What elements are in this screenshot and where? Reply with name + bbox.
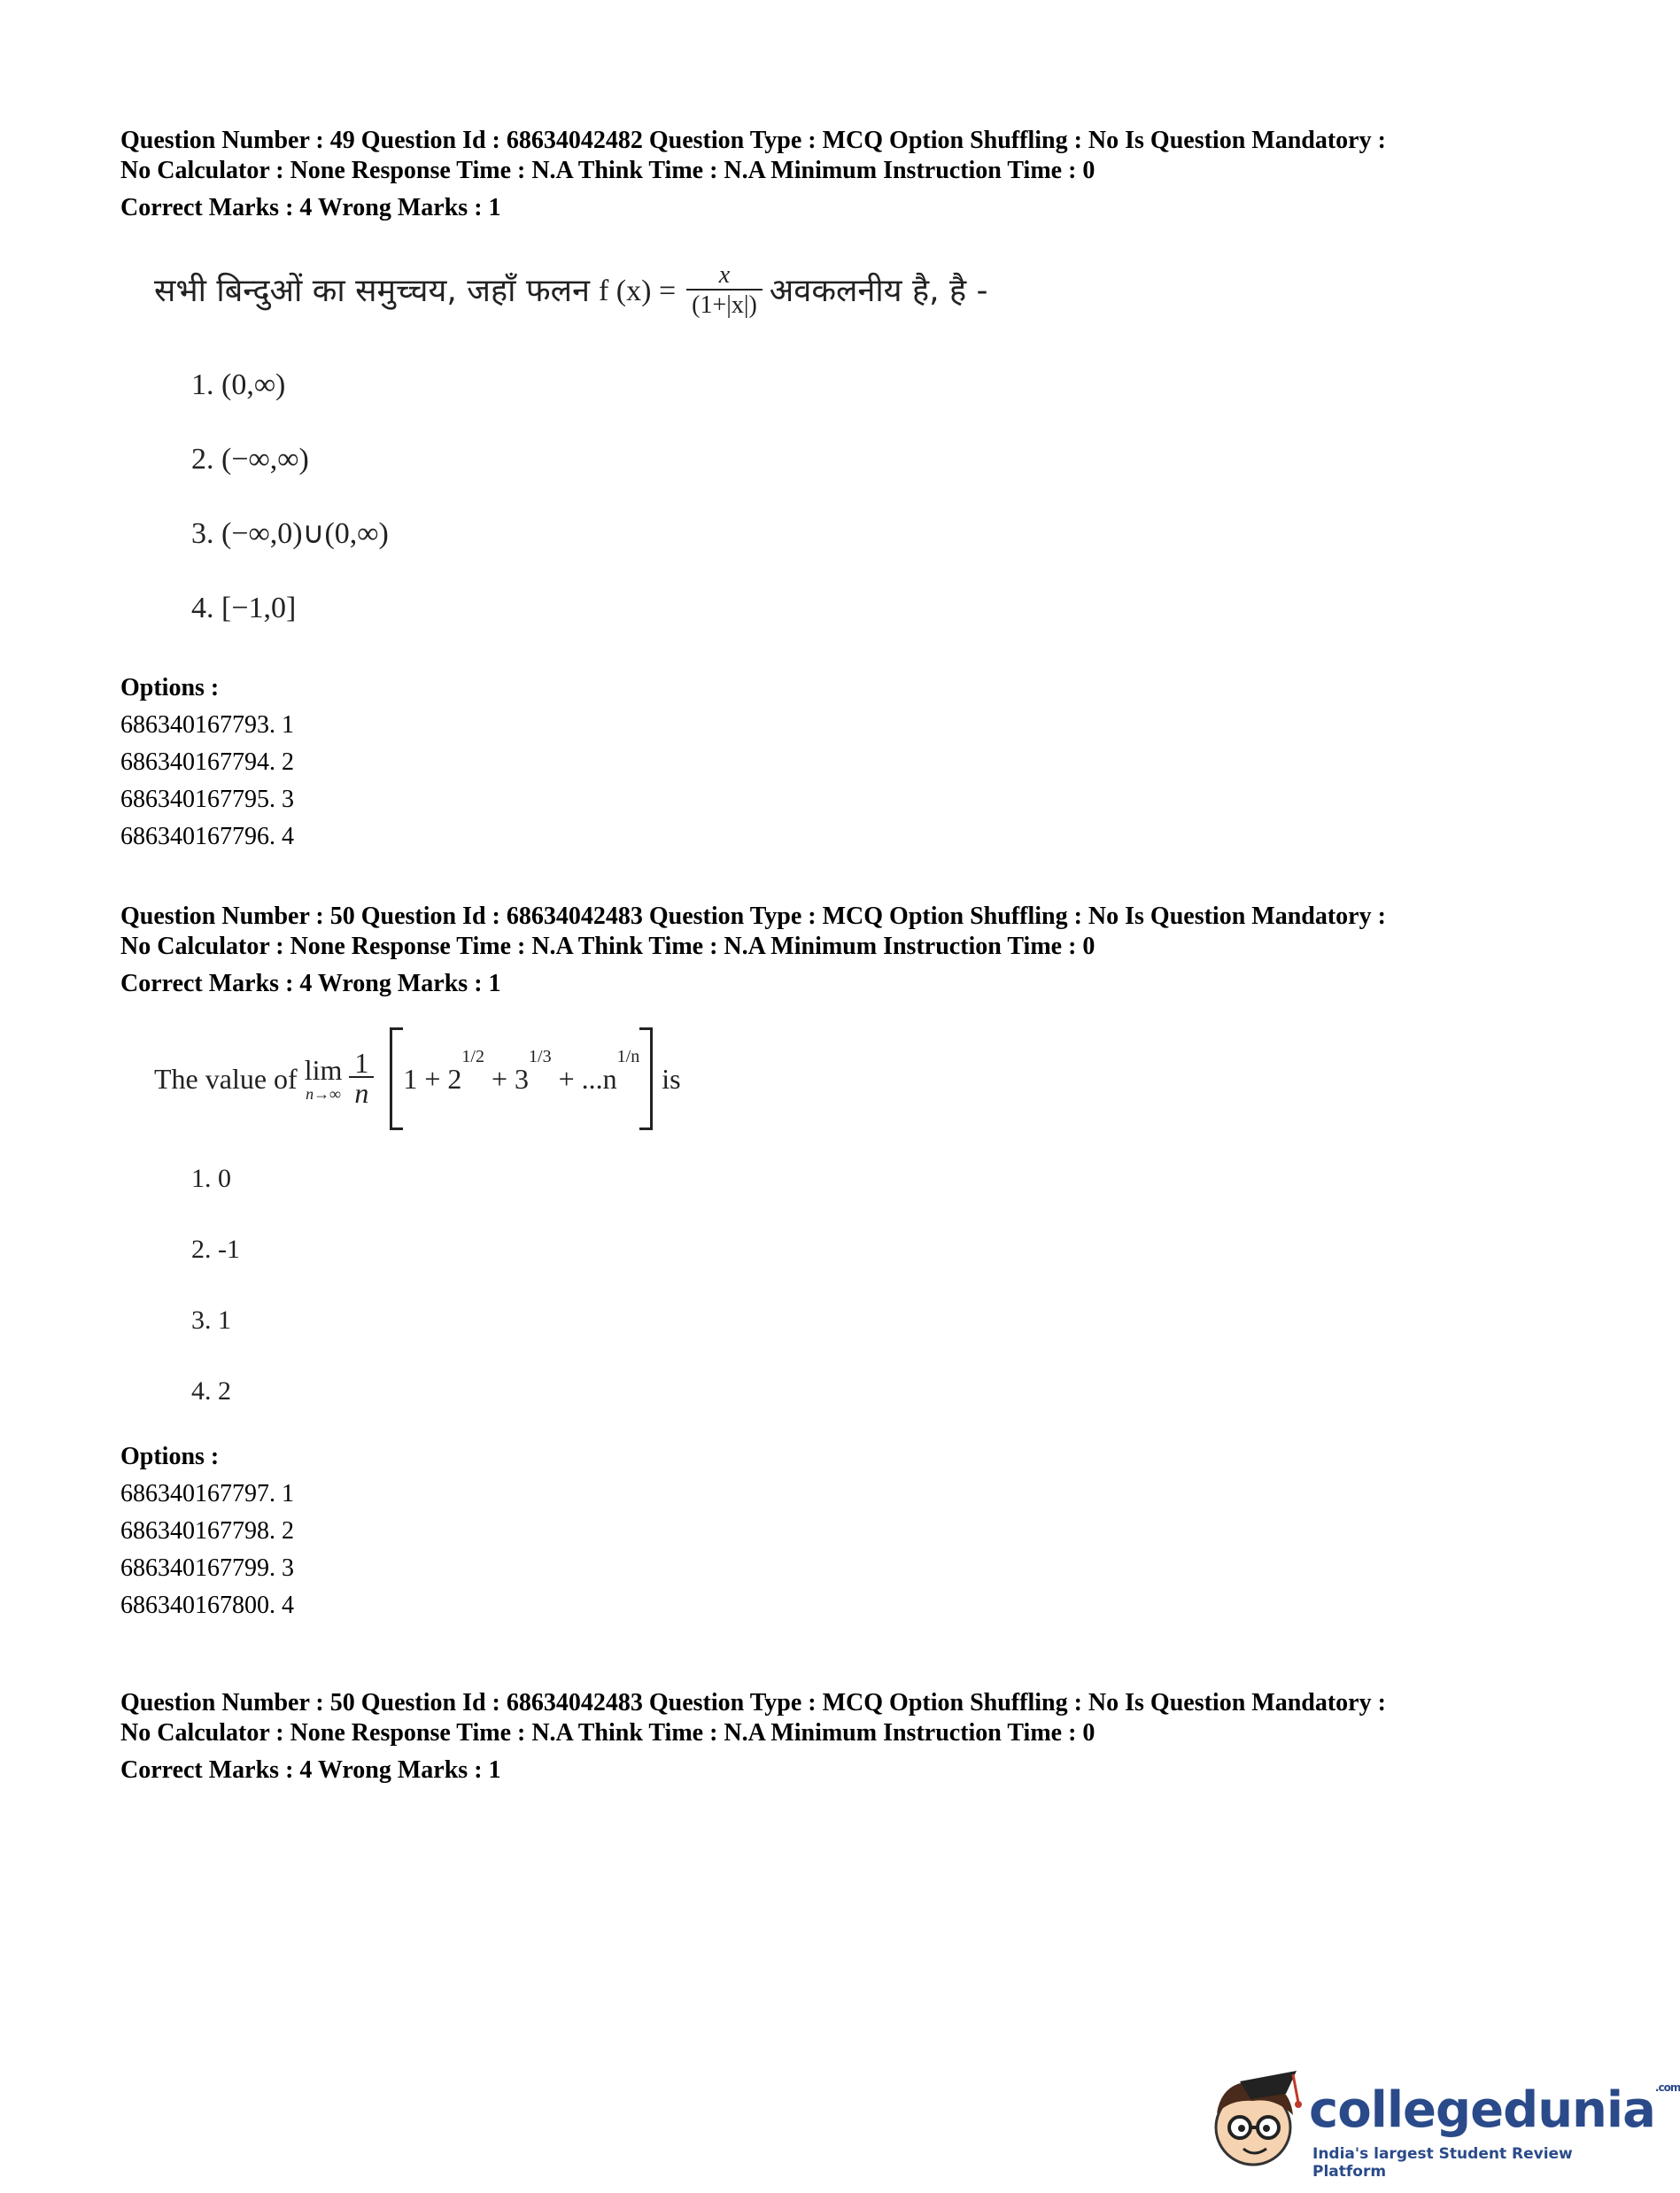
exponent-2: 1/3 [529, 1046, 552, 1066]
answer-list [191, 1148, 1537, 1431]
option-id: 686340167795. 3 [120, 786, 294, 813]
marks-line: Correct Marks : 4 Wrong Marks : 1 [120, 1756, 501, 1784]
exponent-1: 1/2 [461, 1046, 484, 1066]
stem-prefix: सभी बिन्दुओं का समुच्चय, जहाँ फलन [154, 273, 590, 309]
exponent-3: 1/n [616, 1046, 640, 1066]
option-id: 686340167796. 4 [120, 823, 294, 850]
option-id: 686340167797. 1 [120, 1480, 294, 1507]
options-list [120, 1438, 1537, 1624]
stem-suffix: is [662, 1062, 681, 1095]
brand-name: collegedunia$^{.com}$ [1309, 2081, 1680, 2139]
fraction-numerator: 1 [354, 1047, 369, 1079]
stem-fraction [686, 262, 763, 321]
answer-choice: 3. (−∞,0)∪(0,∞) [191, 517, 389, 550]
option-id: 686340167794. 2 [120, 748, 294, 776]
question-50-repeat [120, 1688, 1537, 1786]
question-meta-line1: Question Number : 50 Question Id : 68634042483 Question Type : MCQ Option Shuffling : No Is Question Mandatory : [120, 903, 1386, 930]
lim-subscript: n→∞ [306, 1085, 341, 1103]
stem-function: f (x) = [598, 275, 677, 307]
mascot-icon [1204, 2064, 1311, 2179]
answer-choice: 2. (−∞,∞) [191, 443, 309, 476]
question-stem [154, 262, 1537, 342]
term-2: + 3 [491, 1062, 530, 1095]
marks-line: Correct Marks : 4 Wrong Marks : 1 [120, 970, 501, 997]
option-id: 686340167798. 2 [120, 1517, 294, 1545]
fraction-denominator: n [349, 1076, 374, 1108]
answer-list [191, 354, 1537, 652]
option-id: 686340167793. 1 [120, 711, 294, 739]
question-stem [154, 1017, 1537, 1141]
question-meta-line1: Question Number : 49 Question Id : 68634042482 Question Type : MCQ Option Shuffling : No Is Question Mandatory : [120, 127, 1386, 154]
stem-prefix: The value of [154, 1062, 298, 1095]
bracket-expression [390, 1027, 653, 1130]
answer-choice: 1. (0,∞) [191, 368, 286, 401]
fraction-denominator: (1+|x|) [686, 289, 763, 321]
answer-choice: 2. -1 [191, 1235, 240, 1264]
options-title: Options : [120, 1443, 220, 1470]
options-title: Options : [120, 674, 220, 701]
question-meta-line2: No Calculator : None Response Time : N.A Think Time : N.A Minimum Instruction Time : 0 [120, 933, 1095, 960]
question-meta-line1: Question Number : 50 Question Id : 68634042483 Question Type : MCQ Option Shuffling : No Is Question Mandatory : [120, 1689, 1386, 1716]
term-1: 1 + 2 [403, 1062, 462, 1095]
option-id: 686340167799. 3 [120, 1554, 294, 1582]
answer-choice: 3. 1 [191, 1306, 231, 1335]
fraction-numerator: x [718, 261, 731, 289]
question-meta-line2: No Calculator : None Response Time : N.A Think Time : N.A Minimum Instruction Time : 0 [120, 157, 1095, 184]
brand-tagline: India's largest Student Review Platform [1312, 2145, 1573, 2181]
stem-suffix: अवकलनीय है, है - [769, 273, 988, 309]
marks-line: Correct Marks : 4 Wrong Marks : 1 [120, 194, 501, 221]
option-id: 686340167800. 4 [120, 1592, 294, 1619]
question-meta-line2: No Calculator : None Response Time : N.A Think Time : N.A Minimum Instruction Time : 0 [120, 1719, 1095, 1747]
answer-choice: 4. 2 [191, 1376, 231, 1406]
question-50 [120, 902, 1537, 1624]
options-list [120, 670, 1537, 856]
stem-fraction [349, 1047, 374, 1109]
collegedunia-logo [1204, 2064, 1680, 2181]
lim-label: lim [304, 1054, 343, 1086]
term-3: + ...n [558, 1062, 617, 1095]
brand-com: .com [1654, 2081, 1680, 2094]
limit-operator [305, 1054, 343, 1104]
question-49 [120, 126, 1537, 856]
answer-choice: 1. 0 [191, 1164, 231, 1193]
answer-choice: 4. [−1,0] [191, 592, 297, 624]
